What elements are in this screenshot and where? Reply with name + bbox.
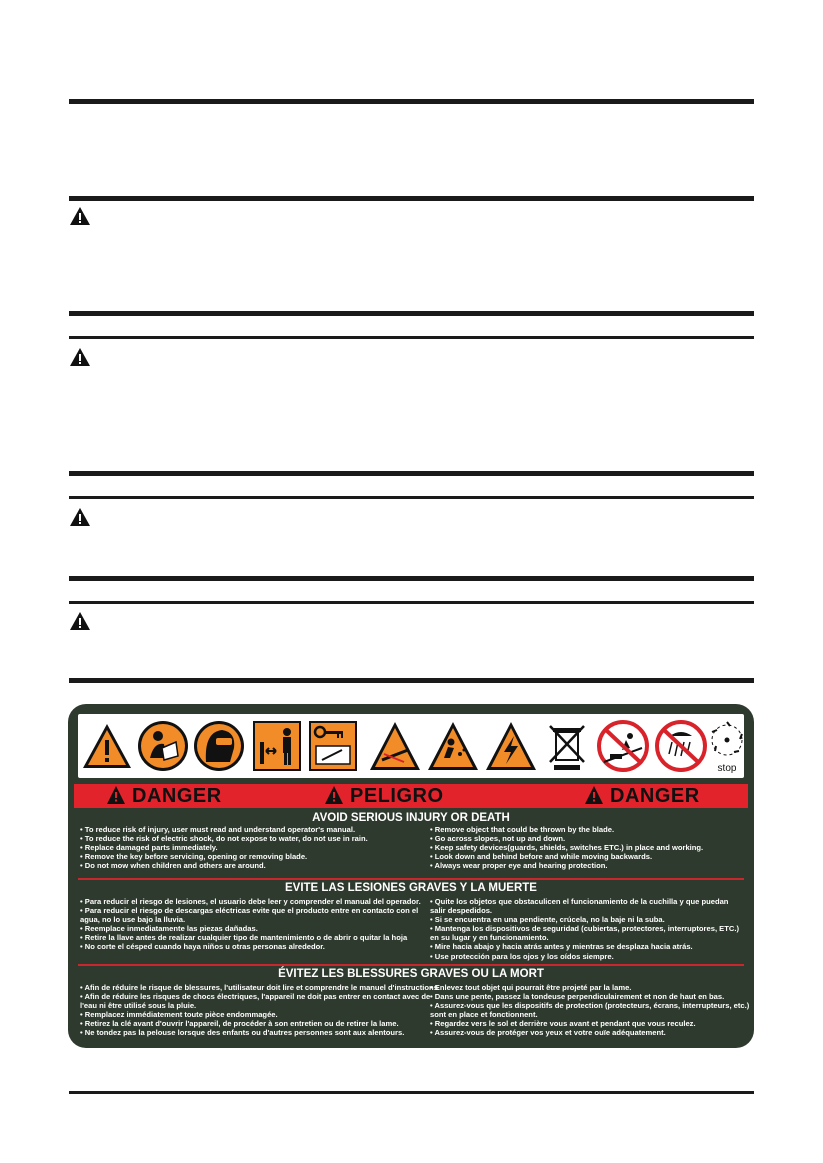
instructions-es-left: • Para reducir el riesgo de lesiones, el usuario debe leer y comprender el manual del operador. • Para reducir el riesgo de descargas eléctricas evite que el producto entre en contacto con el agua, no lo use bajo la lluvia. • Reemplace inmediatamente las piezas dañadas. • Retire la llave antes de realizar cualquier tipo de mantenimiento o de abrir o quitar la hoja • No corte el césped cuando haya niños u otras personas alrededor. bbox=[80, 897, 421, 952]
danger-signal-en: DANGER bbox=[106, 785, 222, 807]
section-divider bbox=[78, 964, 744, 966]
section-rule bbox=[69, 311, 754, 316]
no-rain-icon bbox=[654, 718, 708, 774]
warning-triangle-icon bbox=[324, 785, 344, 805]
bottom-rule bbox=[69, 1091, 754, 1094]
general-warning-icon bbox=[80, 718, 134, 774]
top-rule bbox=[69, 99, 754, 104]
electric-shock-icon bbox=[484, 718, 538, 774]
section-rule bbox=[69, 678, 754, 683]
section-rule bbox=[69, 336, 754, 339]
keep-distance-icon bbox=[250, 718, 304, 774]
hand-cut-hazard-icon bbox=[368, 718, 422, 774]
instructions-en-left: • To reduce risk of injury, user must read and understand operator's manual. • To reduce the risk of electric shock, do not expose to water, do not use in rain. • Replace damaged parts immediately. • Remove the key before servicing, opening or removing blade. • Do not mow when children and others are around. bbox=[80, 825, 368, 871]
section-rule bbox=[69, 471, 754, 476]
thrown-object-icon bbox=[426, 718, 480, 774]
section-title-fr: ÉVITEZ LES BLESSURES GRAVES OU LA MORT bbox=[278, 968, 544, 980]
section-rule bbox=[69, 576, 754, 581]
section-title-en: AVOID SERIOUS INJURY OR DEATH bbox=[312, 812, 510, 824]
instructions-fr-left: • Afin de réduire le risque de blessures, l'utilisateur doit lire et comprendre le manuel d'instructions. • Afin de réduire les risques de chocs électriques, l'appareil ne doit pas entrer en contact avec de l'eau ni être utilisé sous la pluie. • Remplacez immédiatement toute pièce endommagée. • Retirez la clé avant d'ouvrir l'appareil, de procéder à son entretien ou de retirer la lame. • Ne tondez pas la pelouse lorsque des enfants ou d'autres personnes sont aux alentours. bbox=[80, 983, 441, 1038]
danger-signal-es: PELIGRO bbox=[324, 785, 444, 807]
instructions-fr-right: • Enlevez tout objet qui pourrait être projeté par la lame. • Dans une pente, passez la tondeuse perpendiculairement et non de haut en bas. • Assurez-vous que les dispositifs de protection (protecteurs, écrans, interrupteurs, etc.) sont en place et fonctionnent. • Regardez vers le sol et derrière vous avant et pendant que vous reculez. • Assurez-vous de protéger vos yeux et votre ouïe adéquatement. bbox=[430, 983, 750, 1038]
danger-signal-fr: DANGER bbox=[584, 785, 700, 807]
instructions-es-right: • Quite los objetos que obstaculicen el funcionamiento de la cuchilla y que puedan salir despedidos. • Si se encuentra en una pendiente, crúcela, no la baje ni la suba. • Mantenga los dispositivos de seguridad (cubiertas, protectores, interruptores, ETC.) en su lugar y en funcionamiento. • Mire hacia abajo y hacia atrás antes y mientras se desplaza hacia atrás. • Use protección para los ojos y los oídos siempre. bbox=[430, 897, 739, 961]
eye-ear-protection-icon bbox=[192, 718, 246, 774]
section-title-es: EVITE LAS LESIONES GRAVES Y LA MUERTE bbox=[285, 882, 537, 894]
section-divider bbox=[78, 878, 744, 880]
section-rule bbox=[69, 601, 754, 604]
warning-triangle-icon bbox=[584, 785, 604, 805]
stop-text: stop bbox=[717, 763, 737, 774]
read-manual-icon bbox=[136, 718, 190, 774]
warning-triangle-icon bbox=[69, 347, 91, 367]
warning-triangle-icon bbox=[106, 785, 126, 805]
warning-triangle-icon bbox=[69, 507, 91, 527]
instructions-en-right: • Remove object that could be thrown by the blade. • Go across slopes, not up and down. • Keep safety devices(guards, shields, switches ETC.) in place and working. • Look down and behind before and while moving backwards. • Always wear proper eye and hearing protection. bbox=[430, 825, 704, 871]
warning-triangle-icon bbox=[69, 206, 91, 226]
safety-label bbox=[68, 704, 754, 1048]
do-not-dispose-icon bbox=[540, 718, 594, 774]
blade-stop-icon bbox=[706, 718, 748, 774]
section-rule bbox=[69, 496, 754, 499]
no-slope-icon bbox=[596, 718, 650, 774]
danger-band bbox=[74, 784, 748, 808]
section-rule bbox=[69, 196, 754, 201]
remove-key-icon bbox=[306, 718, 360, 774]
warning-triangle-icon bbox=[69, 611, 91, 631]
pictogram-band bbox=[78, 714, 744, 778]
